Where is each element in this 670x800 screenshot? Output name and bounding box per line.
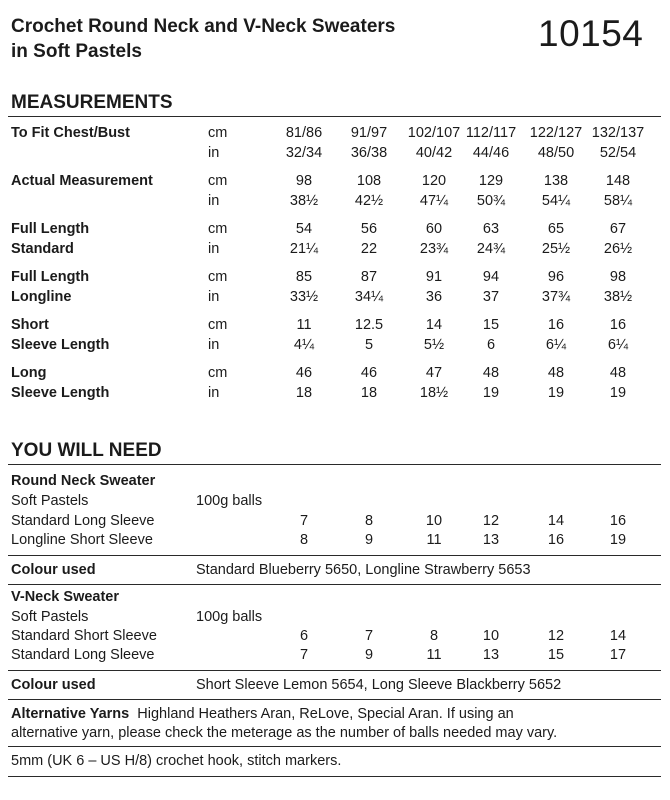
- ball-count: 12: [547, 628, 565, 644]
- measurement-value: 60: [425, 221, 443, 237]
- measurement-label: Short: [11, 317, 49, 333]
- measurement-value: 12.5: [354, 317, 384, 333]
- measurement-value: 48/50: [537, 145, 575, 161]
- measurement-unit: in: [208, 241, 220, 257]
- ball-count: 8: [299, 532, 309, 548]
- measurements-heading: MEASUREMENTS: [11, 92, 173, 113]
- measurement-label: Sleeve Length: [11, 385, 110, 401]
- ball-count: 11: [426, 647, 442, 663]
- measurement-value: 37¾: [541, 289, 571, 305]
- measurement-value: 129: [478, 173, 504, 189]
- measurement-value: 98: [609, 269, 627, 285]
- measurement-value: 5: [364, 337, 374, 353]
- measurement-unit: in: [208, 385, 220, 401]
- measurement-value: 14: [425, 317, 443, 333]
- measurement-value: 85: [295, 269, 313, 285]
- pattern-title-line-2: in Soft Pastels: [11, 41, 142, 62]
- measurement-unit: in: [208, 193, 220, 209]
- measurement-value: 44/46: [472, 145, 510, 161]
- ball-count: 14: [609, 628, 627, 644]
- pattern-title-line-1: Crochet Round Neck and V-Neck Sweaters: [11, 16, 396, 37]
- measurement-value: 19: [609, 385, 627, 401]
- measurement-label: To Fit Chest/Bust: [11, 125, 130, 141]
- measurement-value: 18½: [419, 385, 449, 401]
- divider: [8, 555, 661, 556]
- ball-count: 7: [299, 647, 309, 663]
- ball-count: 19: [609, 532, 627, 548]
- ball-count: 6: [299, 628, 309, 644]
- measurement-value: 21¼: [289, 241, 319, 257]
- v-neck-ball-unit: 100g balls: [196, 609, 263, 625]
- divider: [8, 464, 661, 465]
- measurement-value: 32/34: [285, 145, 323, 161]
- measurement-value: 112/117: [465, 125, 517, 141]
- measurement-value: 18: [360, 385, 378, 401]
- measurement-value: 22: [360, 241, 378, 257]
- measurement-value: 5½: [423, 337, 445, 353]
- measurement-value: 48: [547, 365, 565, 381]
- ball-count: 10: [482, 628, 500, 644]
- measurement-label: Full Length: [11, 269, 90, 285]
- measurement-value: 38½: [603, 289, 633, 305]
- alternative-yarns-text: Highland Heathers Aran, ReLove, Special Aran. If using an: [137, 706, 514, 722]
- alternative-yarns: [11, 707, 514, 722]
- measurement-value: 91: [425, 269, 443, 285]
- round-neck-yarn: Soft Pastels: [11, 493, 89, 509]
- measurement-value: 24¾: [476, 241, 506, 257]
- measurement-value: 6: [486, 337, 496, 353]
- measurement-value: 102/107: [407, 125, 461, 141]
- you-will-need-heading: YOU WILL NEED: [11, 440, 162, 461]
- measurement-value: 65: [547, 221, 565, 237]
- measurement-value: 132/137: [591, 125, 645, 141]
- measurement-value: 6¼: [607, 337, 629, 353]
- measurement-value: 37: [482, 289, 500, 305]
- measurement-value: 16: [609, 317, 627, 333]
- measurement-value: 19: [482, 385, 500, 401]
- v-neck-colour-label: Colour used: [11, 677, 96, 693]
- measurement-value: 96: [547, 269, 565, 285]
- measurement-value: 26½: [603, 241, 633, 257]
- divider: [8, 116, 661, 117]
- measurement-label: Longline: [11, 289, 72, 305]
- ball-count: 8: [429, 628, 439, 644]
- measurement-unit: cm: [208, 125, 228, 141]
- measurement-value: 19: [547, 385, 565, 401]
- measurement-value: 18: [295, 385, 313, 401]
- ball-count: 13: [482, 647, 500, 663]
- measurement-value: 16: [547, 317, 565, 333]
- divider: [8, 670, 661, 671]
- measurement-label: Long: [11, 365, 47, 381]
- v-neck-title: V-Neck Sweater: [11, 589, 120, 605]
- ball-count: 8: [364, 513, 374, 529]
- measurement-value: 98: [295, 173, 313, 189]
- measurement-unit: in: [208, 289, 220, 305]
- measurement-value: 120: [421, 173, 447, 189]
- measurement-value: 34¼: [354, 289, 384, 305]
- measurement-value: 6¼: [545, 337, 567, 353]
- v-neck-yarn: Soft Pastels: [11, 609, 89, 625]
- measurement-value: 58¼: [603, 193, 633, 209]
- measurement-value: 47: [425, 365, 443, 381]
- measurement-value: 47¼: [419, 193, 449, 209]
- measurement-value: 36/38: [350, 145, 388, 161]
- alternative-yarns-label: Alternative Yarns: [11, 706, 130, 722]
- measurement-unit: in: [208, 145, 220, 161]
- ball-count: 12: [482, 513, 500, 529]
- measurement-value: 46: [360, 365, 378, 381]
- measurement-value: 38½: [289, 193, 319, 209]
- measurement-value: 67: [609, 221, 627, 237]
- measurement-value: 81/86: [285, 125, 323, 141]
- measurement-value: 56: [360, 221, 378, 237]
- alternative-yarns-text-2: alternative yarn, please check the meterage as the number of balls needed may vary.: [11, 725, 558, 741]
- round-neck-ball-unit: 100g balls: [196, 493, 263, 509]
- measurement-value: 52/54: [599, 145, 637, 161]
- hook-info: 5mm (UK 6 – US H/8) crochet hook, stitch markers.: [11, 753, 342, 769]
- divider: [8, 746, 661, 747]
- measurement-unit: cm: [208, 269, 228, 285]
- yarn-row-label: Standard Short Sleeve: [11, 628, 157, 644]
- divider: [8, 584, 661, 585]
- round-neck-title: Round Neck Sweater: [11, 473, 156, 489]
- measurement-value: 138: [543, 173, 569, 189]
- ball-count: 7: [364, 628, 374, 644]
- measurement-value: 94: [482, 269, 500, 285]
- ball-count: 13: [482, 532, 500, 548]
- pattern-number: 10154: [538, 13, 644, 54]
- round-neck-colour-label: Colour used: [11, 562, 96, 578]
- measurement-value: 46: [295, 365, 313, 381]
- measurement-label: Standard: [11, 241, 74, 257]
- yarn-row-label: Standard Long Sleeve: [11, 513, 155, 529]
- yarn-row-label: Standard Long Sleeve: [11, 647, 155, 663]
- measurement-value: 48: [482, 365, 500, 381]
- ball-count: 17: [609, 647, 627, 663]
- divider: [8, 699, 661, 700]
- measurement-label: Full Length: [11, 221, 90, 237]
- measurement-value: 122/127: [529, 125, 583, 141]
- ball-count: 15: [547, 647, 565, 663]
- measurement-value: 40/42: [415, 145, 453, 161]
- measurement-value: 42½: [354, 193, 384, 209]
- measurement-unit: cm: [208, 317, 228, 333]
- measurement-value: 108: [356, 173, 382, 189]
- measurement-value: 91/97: [350, 125, 388, 141]
- ball-count: 11: [426, 532, 442, 548]
- measurement-value: 11: [296, 317, 312, 333]
- ball-count: 7: [299, 513, 309, 529]
- measurement-value: 50¾: [476, 193, 506, 209]
- ball-count: 16: [609, 513, 627, 529]
- measurement-value: 23¾: [419, 241, 449, 257]
- measurement-value: 148: [605, 173, 631, 189]
- measurement-value: 63: [482, 221, 500, 237]
- measurement-label: Sleeve Length: [11, 337, 110, 353]
- round-neck-colour-value: Standard Blueberry 5650, Longline Strawberry 5653: [196, 562, 531, 578]
- measurement-unit: cm: [208, 365, 228, 381]
- measurement-value: 25½: [541, 241, 571, 257]
- ball-count: 9: [364, 532, 374, 548]
- measurement-value: 54¼: [541, 193, 571, 209]
- measurement-unit: cm: [208, 173, 228, 189]
- measurement-value: 36: [425, 289, 443, 305]
- ball-count: 14: [547, 513, 565, 529]
- measurement-value: 87: [360, 269, 378, 285]
- measurement-unit: cm: [208, 221, 228, 237]
- measurement-unit: in: [208, 337, 220, 353]
- measurement-value: 33½: [289, 289, 319, 305]
- ball-count: 10: [425, 513, 443, 529]
- measurement-value: 54: [295, 221, 313, 237]
- ball-count: 16: [547, 532, 565, 548]
- divider: [8, 776, 661, 777]
- measurement-value: 4¼: [293, 337, 315, 353]
- yarn-row-label: Longline Short Sleeve: [11, 532, 153, 548]
- measurement-value: 15: [482, 317, 500, 333]
- v-neck-colour-value: Short Sleeve Lemon 5654, Long Sleeve Blackberry 5652: [196, 677, 562, 693]
- measurement-label: Actual Measurement: [11, 173, 153, 189]
- ball-count: 9: [364, 647, 374, 663]
- measurement-value: 48: [609, 365, 627, 381]
